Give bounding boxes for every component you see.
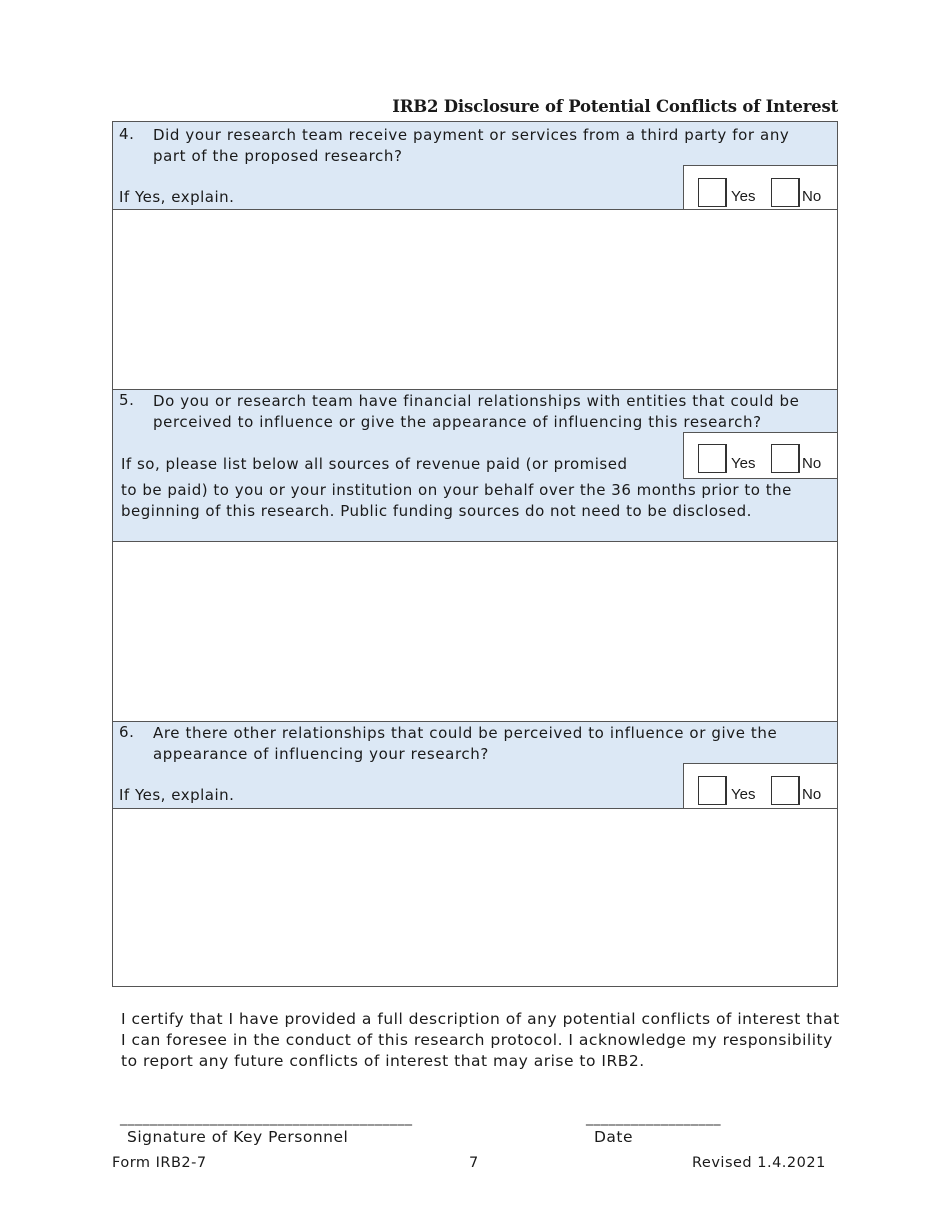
question-6-no-label: No xyxy=(802,786,822,803)
question-5-no-checkbox[interactable] xyxy=(771,444,800,473)
question-6-yes-checkbox[interactable] xyxy=(698,776,727,805)
question-5-yes-no xyxy=(683,432,837,479)
disclosure-form xyxy=(112,121,838,987)
footer-form-id: Form IRB2-7 xyxy=(112,1155,207,1171)
question-6-number: 6. xyxy=(119,723,135,741)
footer-page-number: 7 xyxy=(469,1155,479,1171)
question-6-section xyxy=(113,722,837,808)
date-label: Date xyxy=(594,1128,634,1146)
question-6-yes-label: Yes xyxy=(731,786,756,803)
question-4-text: Did your research team receive payment or services from a third party for any part of the proposed research? xyxy=(153,126,790,165)
question-6-yes-no xyxy=(683,763,837,808)
signature-line[interactable]: _______________________________________ xyxy=(120,1110,413,1126)
question-5-followup-text: to be paid) to you or your institution on your behalf over the 36 months prior to the beginning of this research. Public funding sources do not need to be disclosed. xyxy=(121,481,792,520)
question-5-yes-label: Yes xyxy=(731,455,756,472)
question-4-yes-label: Yes xyxy=(731,188,756,205)
question-5-no-label: No xyxy=(802,455,822,472)
question-6-text: Are there other relationships that could be perceived to influence or give the appearance of influencing your research? xyxy=(153,724,778,763)
question-4-section xyxy=(113,122,837,209)
question-5-text: Do you or research team have financial relationships with entities that could be perceived to influence or give the appearance of influencing this research? xyxy=(153,392,800,431)
signature-label: Signature of Key Personnel xyxy=(127,1128,349,1146)
question-4-no-label: No xyxy=(802,188,822,205)
question-4-no-checkbox[interactable] xyxy=(771,178,800,207)
question-6-followup: If Yes, explain. xyxy=(119,786,235,804)
question-5-followup-line: If so, please list below all sources of revenue paid (or promised xyxy=(121,455,628,473)
question-6-answer-field[interactable] xyxy=(113,809,837,986)
question-5-number: 5. xyxy=(119,391,135,409)
question-5-answer-field[interactable] xyxy=(113,542,837,721)
question-6-no-checkbox[interactable] xyxy=(771,776,800,805)
question-4-number: 4. xyxy=(119,125,135,143)
question-5-section xyxy=(113,390,837,541)
document-title: IRB2 Disclosure of Potential Conflicts of Interest xyxy=(392,97,838,116)
question-4-followup: If Yes, explain. xyxy=(119,188,235,206)
certification-statement: I certify that I have provided a full description of any potential conflicts of interest that I can foresee in the conduct of this research protocol. I acknowledge my responsibility to report any future conflicts of interest that may arise to IRB2. xyxy=(121,1010,840,1070)
question-4-yes-no xyxy=(683,165,837,210)
date-line[interactable]: __________________ xyxy=(586,1110,721,1126)
question-4-answer-field[interactable] xyxy=(113,210,837,389)
footer-revised-date: Revised 1.4.2021 xyxy=(692,1155,826,1171)
question-4-yes-checkbox[interactable] xyxy=(698,178,727,207)
question-5-yes-checkbox[interactable] xyxy=(698,444,727,473)
